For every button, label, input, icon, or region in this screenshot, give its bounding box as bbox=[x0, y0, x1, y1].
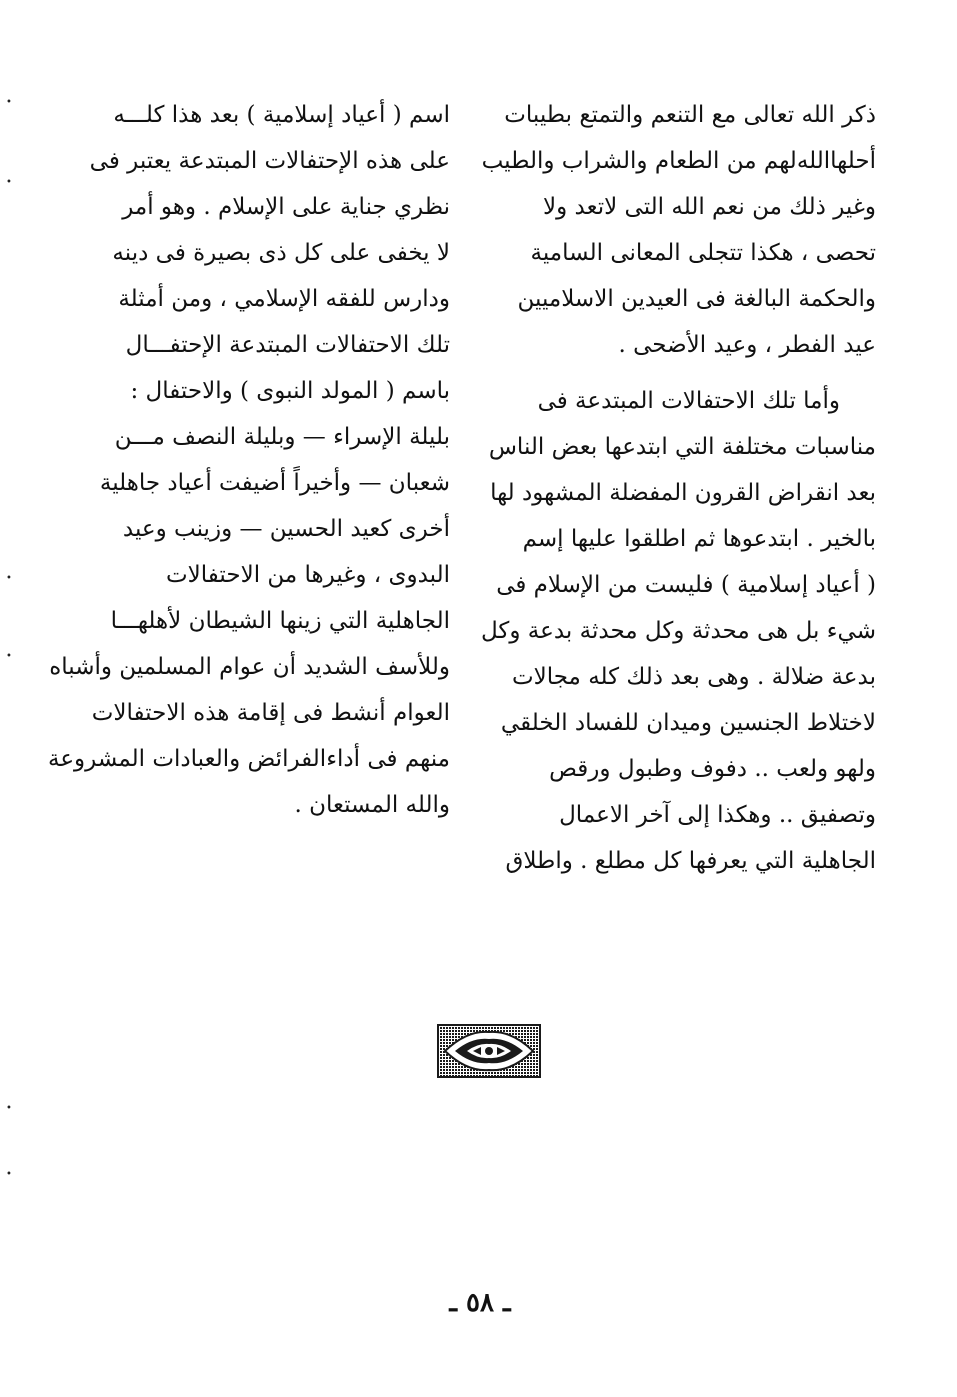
text-line: على هذه الإحتفالات المبتدعة يعتبر فى bbox=[89, 148, 450, 174]
text-line: الجاهلية التي يعرفها كل مطلع . واطلاق bbox=[505, 848, 876, 874]
text-line: والله المستعان . bbox=[294, 792, 450, 818]
left-text-column bbox=[47, 92, 450, 828]
right-text-column bbox=[481, 92, 876, 884]
text-line: منهم فى أداءالفرائض والعبادات المشروعة bbox=[47, 746, 450, 772]
decorative-ornament-icon bbox=[437, 1024, 541, 1078]
text-line: شعبان — وأخيراً أضيفت أعياد جاهلية bbox=[99, 470, 450, 496]
text-line: تحصى ، هكذا تتجلى المعانى السامية bbox=[530, 240, 876, 266]
text-line: لا يخفى على كل ذى بصيرة فى دينه bbox=[112, 240, 450, 266]
text-line: بالخير . ابتدعوها ثم اطلقوا عليها إسم bbox=[522, 526, 876, 552]
text-line: والحكمة البالغة فى العيدين الاسلاميين bbox=[517, 286, 876, 312]
text-line: البدوى ، وغيرها من الاحتفالات bbox=[166, 562, 450, 588]
margin-mark: • bbox=[6, 1169, 12, 1180]
text-line: بعد انقراض القرون المفضلة المشهود لها bbox=[490, 480, 876, 506]
text-line: نظري جناية على الإسلام . وهو أمر bbox=[122, 194, 450, 220]
text-line: العوام أنشط فى إقامة هذه الاحتفالات bbox=[91, 700, 450, 726]
margin-mark: • bbox=[6, 97, 12, 108]
text-line: وغير ذلك من نعم الله التى لاتعد ولا bbox=[543, 194, 876, 220]
margin-mark: • bbox=[6, 177, 12, 188]
text-line: اسم ( أعياد إسلامية ) بعد هذا كلـــه bbox=[113, 102, 450, 128]
text-line: بدعة ضلالة . وهى بعد ذلك كله مجالات bbox=[511, 664, 876, 690]
text-line: باسم ( المولد النبوى ) والاحتفال : bbox=[130, 378, 450, 404]
paragraph-start-line: وأما تلك الاحتفالات المبتدعة فى bbox=[537, 388, 840, 414]
margin-mark: • bbox=[6, 651, 12, 662]
text-line: بليلة الإسراء — وبليلة النصف مـــن bbox=[114, 424, 450, 450]
margin-mark: • bbox=[6, 1103, 12, 1114]
text-line: ( أعياد إسلامية ) فليست من الإسلام فى bbox=[496, 572, 876, 598]
text-line: عيد الفطر ، وعيد الأضحى . bbox=[618, 332, 876, 358]
text-line: وللأسف الشديد أن عوام المسلمين وأشباه bbox=[49, 654, 450, 680]
text-line: الجاهلية التي زينها الشيطان لأهلهـــا bbox=[110, 608, 450, 634]
text-line: شيء بل هى محدثة وكل محدثة بدعة وكل bbox=[481, 618, 876, 644]
text-line: ذكر الله تعالى مع التنعم والتمتع بطيبات bbox=[504, 102, 876, 128]
margin-mark: • bbox=[6, 573, 12, 584]
text-line: تلك الاحتفالات المبتدعة الإحتفـــال bbox=[125, 332, 450, 358]
text-line: لاختلاط الجنسين وميدان للفساد الخلقي bbox=[500, 710, 876, 736]
text-line: مناسبات مختلفة التي ابتدعها بعض الناس bbox=[488, 434, 876, 460]
text-line: وتصفيق .. وهكذا إلى آخر الاعمال bbox=[559, 802, 876, 828]
text-line: ودارس للفقه الإسلامي ، ومن أمثلة bbox=[118, 286, 450, 312]
text-line: ولهو ولعب .. دفوف وطبول ورقص bbox=[549, 756, 876, 782]
text-line: أحلهاالله‌لهم من الطعام والشراب والطيب bbox=[481, 148, 876, 174]
text-line: أخرى كعيد الحسين — وزينب وعيد bbox=[122, 516, 450, 542]
page-number: ـ ٥٨ ـ bbox=[449, 1288, 511, 1318]
